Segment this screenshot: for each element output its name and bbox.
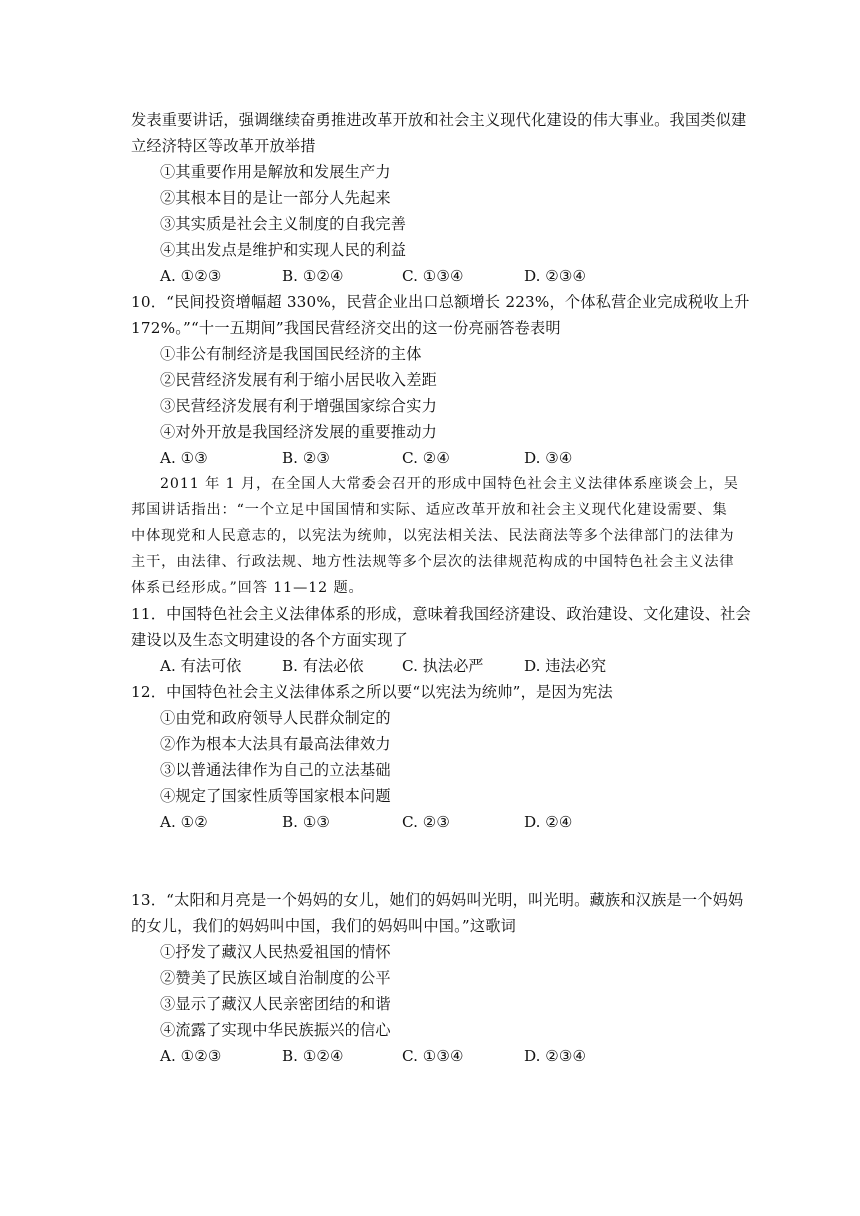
passage-line-2: 邦国讲话指出：“一个立足中国国情和实际、适应改革开放和社会主义现代化建设需要、集 bbox=[131, 502, 728, 518]
q9-choice-c[interactable]: C. ①③④ bbox=[402, 267, 464, 285]
q13-option-3: ③显示了藏汉人民亲密团结的和谐 bbox=[160, 995, 391, 1013]
q13-choice-b[interactable]: B. ①②④ bbox=[282, 1047, 344, 1065]
q13-option-1: ①抒发了藏汉人民热爱祖国的情怀 bbox=[160, 943, 391, 961]
passage-line-3: 中体现党和人民意志的，以宪法为统帅，以宪法相关法、民法商法等多个法律部门的法律为 bbox=[131, 528, 735, 544]
q10-choice-d[interactable]: D. ③④ bbox=[524, 449, 573, 467]
q9-choice-a[interactable]: A. ①②③ bbox=[160, 267, 222, 285]
q13-choice-d[interactable]: D. ②③④ bbox=[524, 1047, 587, 1065]
q13-option-4: ④流露了实现中华民族振兴的信心 bbox=[160, 1021, 391, 1039]
q10-choice-a[interactable]: A. ①③ bbox=[160, 449, 208, 467]
q9-stem-line-2: 立经济特区等改革开放举措 bbox=[131, 137, 316, 155]
q12-choice-b[interactable]: B. ①③ bbox=[282, 813, 331, 831]
passage-line-1: 2011 年 1 月，在全国人大常委会召开的形成中国特色社会主义法律体系座谈会上，吴 bbox=[160, 476, 739, 492]
q12-choice-c[interactable]: C. ②③ bbox=[402, 813, 450, 831]
q11-choice-d[interactable]: D. 违法必究 bbox=[524, 657, 607, 675]
q10-choice-b[interactable]: B. ②③ bbox=[282, 449, 331, 467]
q10-option-1: ①非公有制经济是我国国民经济的主体 bbox=[160, 345, 422, 363]
q12-option-1: ①由党和政府领导人民群众制定的 bbox=[160, 709, 391, 727]
q13-choice-a[interactable]: A. ①②③ bbox=[160, 1047, 222, 1065]
q10-choice-c[interactable]: C. ②④ bbox=[402, 449, 450, 467]
passage-line-5: 体系已经形成。”回答 11—12 题。 bbox=[131, 580, 364, 596]
q12-stem-line-1: 12．中国特色社会主义法律体系之所以要“以宪法为统帅”，是因为宪法 bbox=[131, 683, 613, 701]
q13-choice-c[interactable]: C. ①③④ bbox=[402, 1047, 464, 1065]
q11-stem-line-1: 11．中国特色社会主义法律体系的形成，意味着我国经济建设、政治建设、文化建设、社会 bbox=[131, 605, 751, 623]
q10-option-4: ④对外开放是我国经济发展的重要推动力 bbox=[160, 423, 437, 441]
q11-choice-b[interactable]: B. 有法必依 bbox=[282, 657, 364, 675]
q13-stem-line-2: 的女儿，我们的妈妈叫中国，我们的妈妈叫中国。”这歌词 bbox=[131, 917, 517, 935]
q13-option-2: ②赞美了民族区域自治制度的公平 bbox=[160, 969, 391, 987]
q9-choice-d[interactable]: D. ②③④ bbox=[524, 267, 587, 285]
q13-stem-line-1: 13．“太阳和月亮是一个妈妈的女儿，她们的妈妈叫光明，叫光明。藏族和汉族是一个妈妈 bbox=[131, 891, 744, 909]
q12-choice-d[interactable]: D. ②④ bbox=[524, 813, 573, 831]
passage-line-4: 主干，由法律、行政法规、地方性法规等多个层次的法律规范构成的中国特色社会主义法律 bbox=[131, 554, 735, 570]
q9-stem-line-1: 发表重要讲话，强调继续奋勇推进改革开放和社会主义现代化建设的伟大事业。我国类似建 bbox=[131, 111, 747, 129]
q11-choice-a[interactable]: A. 有法可依 bbox=[160, 657, 242, 675]
q9-option-3: ③其实质是社会主义制度的自我完善 bbox=[160, 215, 407, 233]
q9-option-1: ①其重要作用是解放和发展生产力 bbox=[160, 163, 391, 181]
q11-stem-line-2: 建设以及生态文明建设的各个方面实现了 bbox=[131, 631, 408, 649]
q10-option-2: ②民营经济发展有利于缩小居民收入差距 bbox=[160, 371, 437, 389]
q12-choice-a[interactable]: A. ①② bbox=[160, 813, 208, 831]
q9-option-2: ②其根本目的是让一部分人先起来 bbox=[160, 189, 391, 207]
q10-stem-line-1: 10．“民间投资增幅超 330%，民营企业出口总额增长 223%，个体私营企业完成税收上升 bbox=[131, 293, 750, 311]
q11-choice-c[interactable]: C. 执法必严 bbox=[402, 657, 484, 675]
q12-option-4: ④规定了国家性质等国家根本问题 bbox=[160, 787, 391, 805]
q10-stem-line-2: 172%。”“十一五期间”我国民营经济交出的这一份亮丽答卷表明 bbox=[131, 319, 561, 337]
q10-option-3: ③民营经济发展有利于增强国家综合实力 bbox=[160, 397, 437, 415]
q12-option-3: ③以普通法律作为自己的立法基础 bbox=[160, 761, 391, 779]
q12-option-2: ②作为根本大法具有最高法律效力 bbox=[160, 735, 391, 753]
q9-choice-b[interactable]: B. ①②④ bbox=[282, 267, 344, 285]
q9-option-4: ④其出发点是维护和实现人民的利益 bbox=[160, 241, 407, 259]
